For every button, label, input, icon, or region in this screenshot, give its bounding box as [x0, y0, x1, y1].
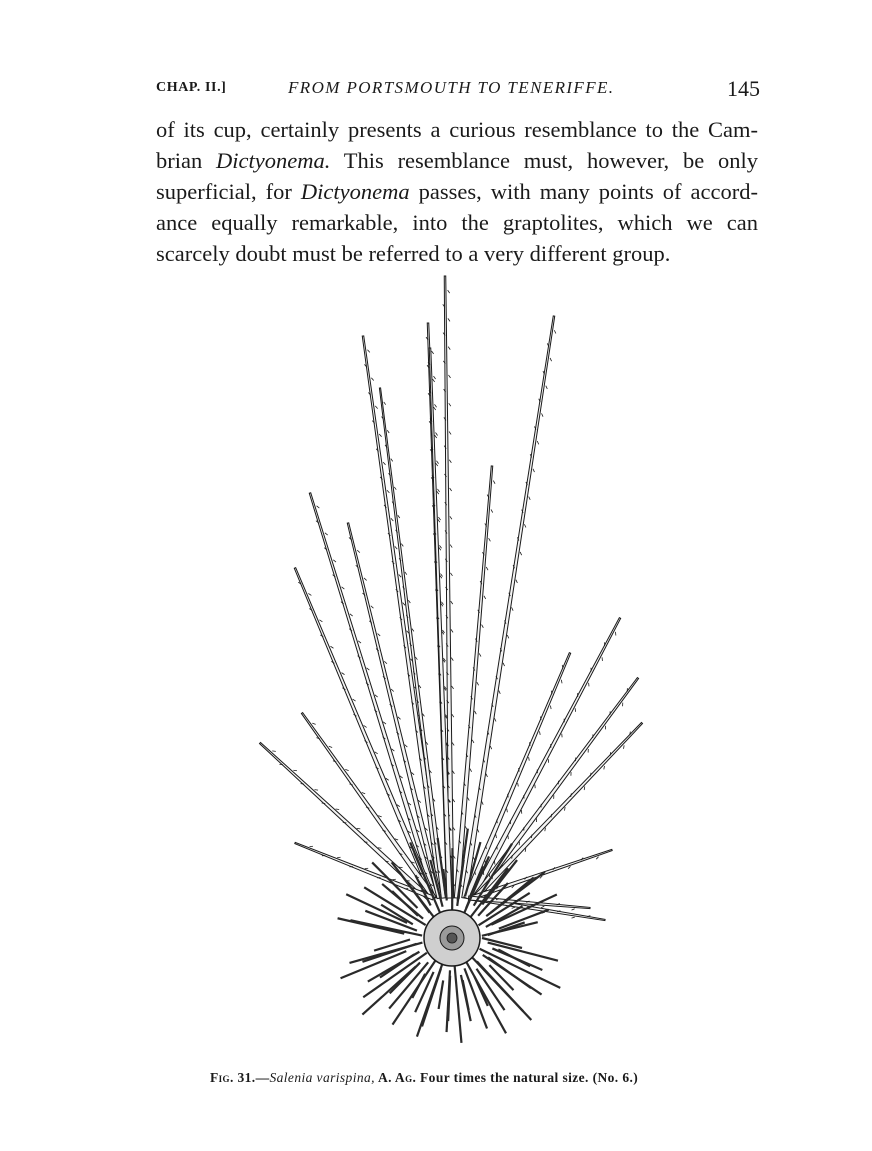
spine-serration: [317, 506, 320, 508]
spine-serration: [358, 641, 361, 643]
spine-serration: [399, 867, 403, 868]
spine-serration: [490, 746, 492, 749]
spine-serration: [375, 752, 378, 754]
spine-serration: [453, 799, 455, 802]
spine-serration: [541, 906, 544, 907]
spine-serration: [367, 350, 369, 353]
spine-serration: [405, 572, 407, 575]
running-head: [156, 76, 760, 102]
spine-serration: [451, 629, 453, 632]
spine-serration: [448, 347, 450, 350]
spine-serration: [378, 634, 381, 636]
spine-serration: [451, 601, 453, 604]
spine-serration: [401, 544, 403, 547]
spine-serration: [451, 658, 453, 661]
figure-caption: [210, 1070, 690, 1086]
spine-serration: [436, 461, 438, 464]
spine-serration: [438, 517, 440, 520]
spine-serration: [452, 686, 454, 689]
spine-serration: [448, 318, 450, 321]
spine-serration: [364, 725, 367, 727]
text-span: This resemblance must, however, be only: [330, 148, 758, 173]
running-title: FROM PORTSMOUTH TO TENERIFFE.: [288, 78, 615, 97]
spine-serration: [395, 546, 397, 549]
italic-term: Dictyonema: [300, 179, 410, 204]
spine-serration: [475, 711, 477, 714]
caption-text: Four times the natural size. (No. 6.): [416, 1070, 639, 1085]
spine-serration: [312, 723, 315, 724]
spine-serration: [529, 757, 530, 761]
spine-serration: [371, 378, 373, 381]
spine-serration: [383, 722, 386, 724]
spine-serration: [561, 680, 562, 684]
spine-serration: [415, 657, 417, 660]
spine-serration: [403, 603, 405, 606]
spine-serration: [572, 917, 575, 918]
spine-serration: [379, 434, 381, 437]
spine-serration: [308, 593, 311, 595]
text-span: superficial, for: [156, 179, 301, 204]
spine-serration: [378, 816, 381, 817]
spine-serration: [448, 290, 450, 293]
text-line: of its cup, certainly presents a curious resemblance to the Cam-: [156, 117, 758, 142]
spine-serration: [342, 587, 345, 589]
spine-serration: [364, 578, 367, 580]
spine-serration: [364, 842, 368, 843]
spine-serration: [518, 783, 519, 787]
caption-author: A. Ag.: [374, 1070, 417, 1085]
spine-serration: [378, 848, 382, 849]
spine-serration: [537, 441, 539, 444]
spine-serration: [353, 699, 356, 701]
spine-serration: [564, 807, 565, 811]
spine-serration: [540, 731, 541, 735]
spine-serration: [325, 533, 328, 535]
body-paragraph: [156, 114, 758, 269]
caption-label: Fig. 31.—: [210, 1070, 270, 1085]
spine-serration: [435, 433, 437, 436]
spine-serration: [408, 600, 410, 603]
spine-serration: [450, 488, 452, 491]
spine: [464, 653, 571, 899]
spine-serration: [398, 515, 400, 518]
spine-serration: [491, 509, 493, 512]
spine-serration: [345, 769, 348, 770]
short-spine: [439, 980, 444, 1009]
spine-serration: [449, 460, 451, 463]
spine-serration: [383, 462, 385, 465]
spine-serration: [596, 857, 598, 859]
spine-serration: [470, 769, 472, 772]
spine-serration: [452, 742, 454, 745]
spine-serration: [472, 740, 474, 743]
spine-serration: [545, 828, 546, 832]
spine-serration: [507, 635, 509, 638]
short-spine: [338, 918, 405, 933]
spine-serration: [437, 491, 439, 494]
spine-serration: [452, 714, 454, 717]
spine-serration: [433, 376, 435, 379]
spine-serration: [604, 766, 605, 770]
spine-serration: [529, 497, 531, 500]
spine-serration: [568, 866, 570, 868]
spine-serration: [496, 835, 497, 839]
spine-serration: [484, 596, 486, 599]
spine-serration: [394, 487, 396, 490]
spine-serration: [584, 786, 585, 790]
spine-serration: [343, 822, 347, 823]
spine-serration: [448, 375, 450, 378]
spine-serration: [384, 402, 386, 405]
spine-serration: [449, 403, 451, 406]
spine-serration: [342, 673, 345, 675]
spine-serration: [301, 784, 305, 785]
spine-serration: [479, 653, 481, 656]
spine-serration: [387, 430, 389, 433]
spine-serration: [375, 406, 377, 409]
text-span: passes, with many points of accord-: [409, 179, 758, 204]
spine-serration: [499, 691, 501, 694]
spine-serration: [493, 481, 495, 484]
spine-serration: [398, 717, 401, 719]
spine-serration: [524, 524, 526, 527]
spine-serration: [371, 606, 374, 608]
spine-serration: [542, 413, 544, 416]
sea-urchin-illustration: [240, 268, 660, 1068]
spine-serration: [624, 745, 625, 749]
spine-serration: [384, 661, 387, 663]
spine-serration: [482, 801, 484, 804]
spine-serration: [391, 518, 393, 521]
spine-serration: [405, 745, 408, 747]
text-line: [156, 176, 758, 207]
spine-serration: [437, 489, 439, 492]
spine-serration: [314, 790, 318, 791]
spine-serration: [319, 620, 322, 622]
spine-serration: [489, 538, 491, 541]
spine-serration: [465, 826, 467, 829]
text-span: brian: [156, 148, 217, 173]
italic-term: Dictyonema.: [216, 148, 331, 173]
spine-serration: [503, 663, 505, 666]
spine-serration: [486, 774, 488, 777]
spine-serration: [482, 625, 484, 628]
chapter-label: CHAP. II.]: [156, 80, 227, 95]
spine-serration: [512, 907, 515, 908]
spine: [473, 722, 643, 899]
spine-serration: [450, 516, 452, 519]
spine-serration: [362, 792, 365, 793]
spine-serration: [494, 718, 496, 721]
spine-serration: [533, 469, 535, 472]
spine-serration: [391, 689, 394, 691]
text-line: scarcely doubt must be referred to a very different group.: [156, 241, 671, 266]
spine-serration: [329, 746, 332, 747]
spine-serration: [322, 803, 326, 804]
spine-serration: [439, 547, 441, 550]
spine-serration: [391, 459, 393, 462]
spine-serration: [438, 519, 440, 522]
spine-serration: [419, 685, 421, 688]
spine-serration: [477, 829, 479, 832]
short-spine: [463, 980, 469, 1010]
spine-serration: [550, 706, 551, 710]
spine-serration: [572, 909, 575, 910]
spine-serration: [385, 861, 389, 862]
spine-serration: [452, 771, 454, 774]
spine-serration: [350, 614, 353, 616]
spine-serration: [450, 545, 452, 548]
spine-serration: [450, 573, 452, 576]
spine-serration: [412, 629, 414, 632]
spine-serration: [435, 435, 437, 438]
spine-serration: [520, 552, 522, 555]
spine-serration: [449, 431, 451, 434]
short-spine: [374, 940, 410, 951]
spine-serration: [432, 351, 434, 354]
spine-serration: [336, 809, 340, 810]
spine-serration: [375, 695, 378, 697]
spine-serration: [434, 404, 436, 407]
spine-serration: [399, 575, 401, 578]
spine-serration: [367, 668, 370, 670]
spine-serration: [486, 567, 488, 570]
spine-serration: [387, 490, 389, 493]
spine-serration: [333, 560, 336, 562]
spine-serration: [293, 770, 297, 771]
spine-serration: [357, 828, 361, 829]
spine-serration: [507, 809, 508, 813]
spine-serration: [468, 797, 470, 800]
spine-serration: [477, 682, 479, 685]
spine-serration: [357, 550, 360, 552]
spine-serration: [550, 358, 552, 361]
spine-serration: [434, 407, 436, 410]
spine-serration: [433, 379, 435, 382]
spine-serration: [546, 386, 548, 389]
page-number: 145: [727, 76, 760, 101]
spine-serration: [272, 751, 276, 752]
text-line: [156, 145, 758, 176]
spine-serration: [554, 330, 556, 333]
spine-serration: [436, 463, 438, 466]
spine-serration: [330, 646, 333, 648]
spine-serration: [439, 545, 441, 548]
spine-serration: [516, 580, 518, 583]
caption-species: Salenia varispina,: [269, 1070, 375, 1085]
text-line: ance equally remarkable, into the graptolites, which we can: [156, 210, 758, 235]
spine-serration: [279, 764, 283, 765]
spine-serration: [512, 607, 514, 610]
